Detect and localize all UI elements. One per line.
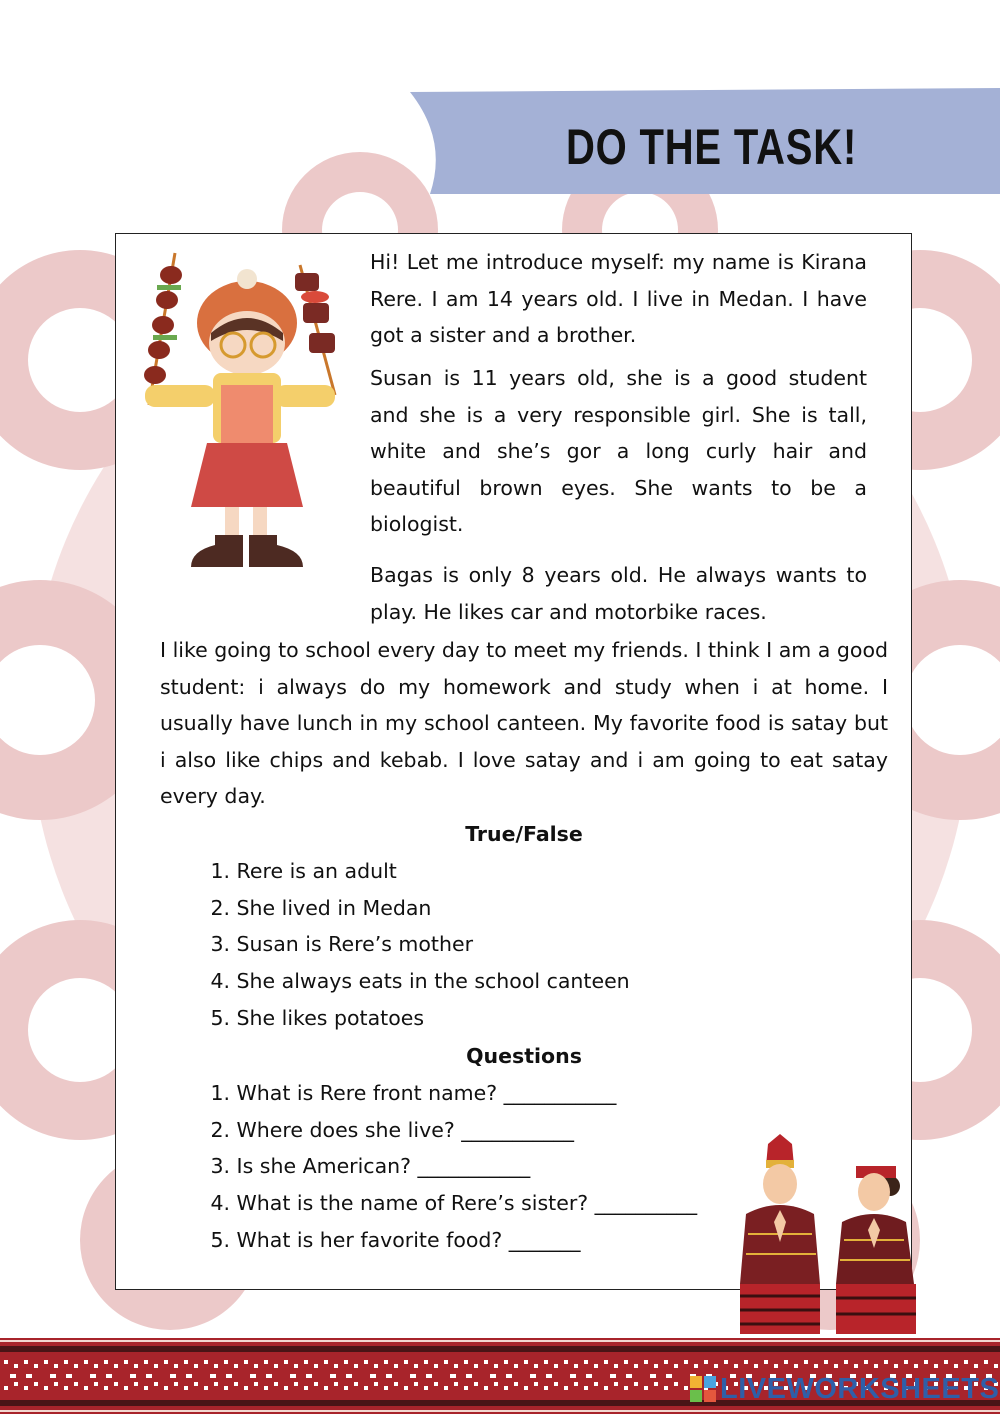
intro-paragraph: Hi! Let me introduce myself: my name is Kirana Rere. I am 14 years old. I live in Medan. I have got a sister and a brother. bbox=[370, 250, 867, 347]
item-number: 2. bbox=[210, 1117, 230, 1142]
question-item[interactable] bbox=[200, 1148, 800, 1185]
true-false-heading: True/False bbox=[465, 822, 583, 846]
item-text: She always eats in the school canteen bbox=[236, 969, 630, 994]
item-number: 5. bbox=[210, 1227, 230, 1252]
girl-with-satay-illustration bbox=[135, 245, 355, 580]
question-item[interactable] bbox=[200, 1112, 800, 1149]
questions-heading: Questions bbox=[466, 1044, 582, 1068]
item-number: 4. bbox=[210, 1191, 230, 1216]
item-text: Rere is an adult bbox=[236, 859, 397, 883]
item-text: Where does she live? ___________ bbox=[236, 1117, 574, 1142]
watermark-text: LIVEWORKSHEETS bbox=[720, 1373, 1000, 1405]
brother-paragraph: Bagas is only 8 years old. He always wants to play. He likes car and motorbike races. bbox=[370, 563, 867, 624]
page-title: DO THE TASK! bbox=[566, 119, 858, 175]
liveworksheets-watermark bbox=[690, 1371, 999, 1407]
question-item[interactable] bbox=[200, 1075, 800, 1112]
true-false-item[interactable] bbox=[200, 890, 800, 927]
item-text: What is Rere front name? ___________ bbox=[236, 1081, 617, 1105]
item-number: 3. bbox=[210, 932, 230, 957]
liveworksheets-logo-icon bbox=[690, 1376, 716, 1402]
item-number: 1. bbox=[210, 1081, 230, 1105]
true-false-list bbox=[200, 853, 800, 1036]
batak-couple-illustration bbox=[728, 1134, 933, 1348]
item-text: Susan is Rere’s mother bbox=[236, 932, 474, 957]
question-item[interactable] bbox=[200, 1185, 800, 1222]
item-text: She likes potatoes bbox=[236, 1005, 425, 1030]
item-text: Is she American? ___________ bbox=[236, 1154, 531, 1179]
item-text: What is her favorite food? _______ bbox=[236, 1227, 581, 1252]
questions-list bbox=[200, 1075, 800, 1258]
item-number: 4. bbox=[210, 969, 230, 994]
item-text: What is the name of Rere’s sister? __________ bbox=[236, 1191, 698, 1216]
true-false-item[interactable] bbox=[200, 963, 800, 1000]
item-number: 5. bbox=[210, 1005, 230, 1030]
true-false-item[interactable] bbox=[200, 853, 800, 890]
question-item[interactable] bbox=[200, 1222, 800, 1259]
true-false-item[interactable] bbox=[200, 926, 800, 963]
item-number: 3. bbox=[210, 1154, 230, 1179]
sister-paragraph: Susan is 11 years old, she is a good student and she is a very responsible girl. She is tall, white and she’s gor a long curly hair and beautiful brown eyes. She wants to be a biologist. bbox=[370, 366, 867, 536]
school-paragraph: I like going to school every day to meet my friends. I think I am a good student: i always do my homework and study when i at home. I usually have lunch in my school canteen. My favorite food is satay but i also like chips and kebab. I love satay and i am going to eat satay every day. bbox=[160, 638, 888, 808]
item-number: 1. bbox=[210, 859, 230, 883]
true-false-item[interactable] bbox=[200, 1000, 800, 1037]
item-number: 2. bbox=[210, 895, 230, 920]
item-text: She lived in Medan bbox=[236, 895, 432, 920]
